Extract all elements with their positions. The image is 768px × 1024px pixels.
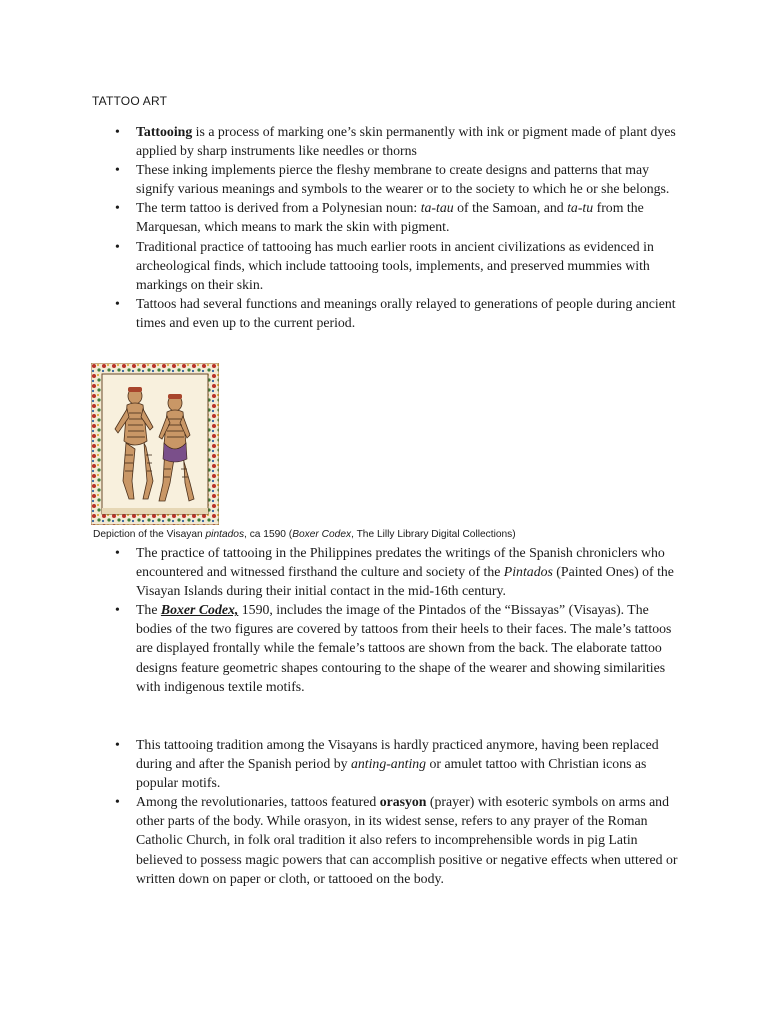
boxer-codex-term: Boxer Codex, xyxy=(160,602,239,618)
list-item: • The Boxer Codex, 1590, includes the image of the Pintados of the “Bissayas” (Visayas). The bodies of the two figures are covered by tattoos from their heels to their faces. The male’s tattoos are displayed frontally while the female’s tattoos are shown from the back. The elaborate tattoo designs feature geometric shapes contouring to the shape of the wearer and showing similarities with indigenous textile motifs. xyxy=(112,600,678,695)
list-item: • The term tattoo is derived from a Polynesian noun: ta-tau of the Samoan, and ta-tu from the Marquesan, which means to mark the skin with pigment. xyxy=(112,198,678,236)
term-bold: orasyon xyxy=(379,794,427,810)
document-title: TATTOO ART xyxy=(92,94,168,108)
list-item: • The practice of tattooing in the Philippines predates the writings of the Spanish chroniclers who encountered and witnessed firsthand the culture and society of the Pintados (Painted Ones) of the Visayan Islands during their initial contact in the mid-16th century. xyxy=(112,543,678,600)
figure-caption: Depiction of the Visayan pintados, ca 1590 (Boxer Codex, The Lilly Library Digital Collections) xyxy=(93,529,516,540)
list-item: • Tattoos had several functions and meanings orally relayed to generations of people during ancient times and even up to the current period. xyxy=(112,294,678,332)
bullet-list-intro xyxy=(112,122,678,332)
bullet-list-philippines xyxy=(112,543,678,696)
list-item: • This tattooing tradition among the Visayans is hardly practiced anymore, having been replaced during and after the Spanish period by anting-anting or amulet tattoo with Christian icons as popular motifs. xyxy=(112,735,678,792)
list-item: • Traditional practice of tattooing has much earlier roots in ancient civilizations as evidenced in archeological finds, which include tattooing tools, implements, and preserved mummies with markings on their skin. xyxy=(112,237,678,294)
list-item: • Tattooing is a process of marking one’s skin permanently with ink or pigment made of plant dyes applied by sharp instruments like needles or thorns xyxy=(112,122,678,160)
list-item: • These inking implements pierce the fleshy membrane to create designs and patterns that may signify various meanings and symbols to the wearer or to the society to which he or she belongs. xyxy=(112,160,678,198)
list-item: • Among the revolutionaries, tattoos featured orasyon (prayer) with esoteric symbols on arms and other parts of the body. While orasyon, in its widest sense, refers to any prayer of the Roman Catholic Church, in folk oral tradition it also refers to incomprehensible words in pig Latin believed to possess magic powers that can accomplish positive or negative effects when uttered or written down on paper or cloth, or tattooed on the body. xyxy=(112,792,678,887)
bullet-list-later-tradition xyxy=(112,735,678,888)
term-bold: Tattooing xyxy=(136,124,193,139)
boxer-codex-pintados-illustration xyxy=(91,363,219,525)
